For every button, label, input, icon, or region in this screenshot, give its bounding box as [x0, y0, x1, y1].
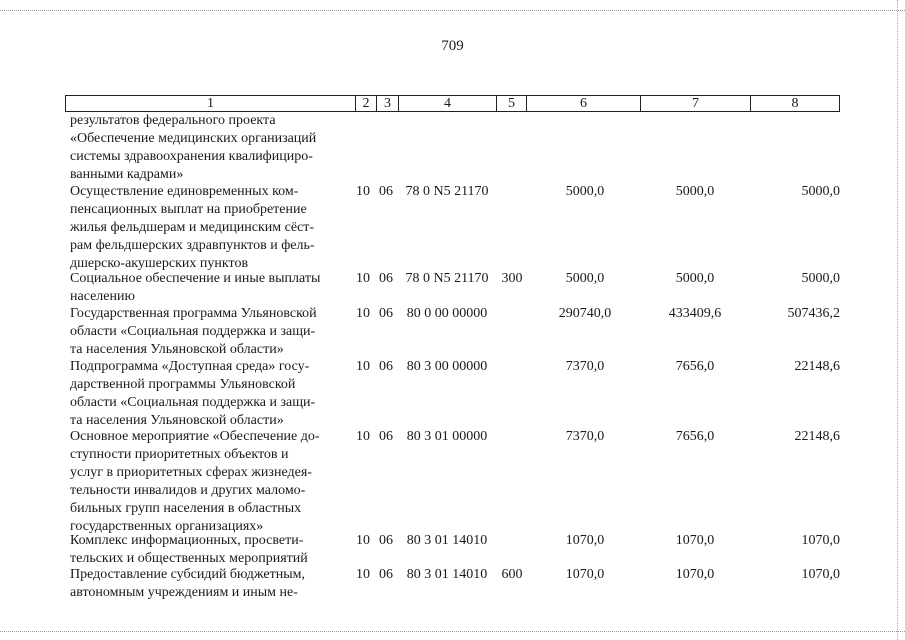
amount-col-7: 5000,0	[675, 271, 715, 286]
subsection-code: 06	[379, 533, 393, 548]
header-col-6: 6	[527, 96, 641, 111]
amount-col-8: 1070,0	[801, 533, 840, 548]
header-col-2: 2	[356, 96, 377, 111]
amount-col-7: 1070,0	[675, 567, 715, 582]
subsection-code: 06	[379, 429, 393, 444]
amount-col-7: 7656,0	[675, 359, 715, 374]
subsection-code: 06	[379, 567, 393, 582]
scan-edge-top	[0, 0, 905, 11]
row-description: Социальное обеспечение и иные выплаты населению	[70, 271, 321, 304]
amount-col-6: 7370,0	[565, 359, 605, 374]
row-description: Осуществление единовременных ком- пенсационных выплат на приобретение жилья фельдшерам и медицинским сёст- рам фельдшерских здравпунктов и фель- дшерско-акушерских пунктов	[70, 184, 315, 271]
section-code: 10	[356, 533, 370, 548]
target-article-code: 80 3 00 00000	[406, 359, 488, 374]
subsection-code: 06	[379, 271, 393, 286]
amount-col-6: 290740,0	[558, 306, 612, 321]
amount-col-8: 5000,0	[801, 271, 840, 286]
amount-col-6: 1070,0	[565, 533, 605, 548]
amount-col-6: 5000,0	[565, 184, 605, 199]
subsection-code: 06	[379, 184, 393, 199]
target-article-code: 78 0 N5 21170	[405, 271, 489, 286]
amount-col-8: 22148,6	[794, 359, 840, 374]
target-article-code: 80 0 00 00000	[406, 306, 488, 321]
row-description: Государственная программа Ульяновской области «Социальная поддержка и защи- та населения Ульяновской области»	[70, 306, 317, 357]
amount-col-7: 7656,0	[675, 429, 715, 444]
scan-edge-bottom	[0, 631, 905, 640]
expense-type-code: 300	[501, 271, 523, 286]
expense-type-code: 600	[501, 567, 523, 582]
subsection-code: 06	[379, 359, 393, 374]
header-col-4: 4	[399, 96, 497, 111]
subsection-code: 06	[379, 306, 393, 321]
header-col-3: 3	[377, 96, 399, 111]
row-description: результатов федерального проекта «Обеспечение медицинских организаций системы здравоохранения квалифициро- ванными кадрами»	[70, 113, 317, 182]
header-col-1: 1	[66, 96, 356, 111]
target-article-code: 78 0 N5 21170	[405, 184, 489, 199]
row-description: Комплекс информационных, просвети- тельских и общественных мероприятий	[70, 533, 308, 566]
target-article-code: 80 3 01 14010	[406, 533, 488, 548]
amount-col-8: 507436,2	[787, 306, 840, 321]
section-code: 10	[356, 359, 370, 374]
row-description: Основное мероприятие «Обеспечение до- ступности приоритетных объектов и услуг в приоритетных сферах жизнедея- тельности инвалидов и других маломо- бильных групп населения в областных государственных организациях»	[70, 429, 320, 534]
target-article-code: 80 3 01 14010	[406, 567, 488, 582]
section-code: 10	[356, 271, 370, 286]
table-header-row	[65, 95, 840, 112]
section-code: 10	[356, 567, 370, 582]
row-description: Предоставление субсидий бюджетным, автономным учреждениям и иным не-	[70, 567, 306, 600]
page-number: 709	[441, 38, 464, 54]
section-code: 10	[356, 306, 370, 321]
amount-col-8: 5000,0	[801, 184, 840, 199]
amount-col-6: 7370,0	[565, 429, 605, 444]
amount-col-8: 22148,6	[794, 429, 840, 444]
amount-col-7: 5000,0	[675, 184, 715, 199]
header-col-5: 5	[497, 96, 527, 111]
header-col-7: 7	[641, 96, 751, 111]
amount-col-8: 1070,0	[801, 567, 840, 582]
amount-col-6: 1070,0	[565, 567, 605, 582]
row-description: Подпрограмма «Доступная среда» госу- дарственной программы Ульяновской области «Социальная поддержка и защи- та населения Ульяновской области»	[70, 359, 316, 428]
section-code: 10	[356, 184, 370, 199]
amount-col-7: 1070,0	[675, 533, 715, 548]
section-code: 10	[356, 429, 370, 444]
amount-col-7: 433409,6	[668, 306, 722, 321]
scan-edge-right	[897, 0, 899, 640]
header-col-8: 8	[791, 96, 799, 111]
target-article-code: 80 3 01 00000	[406, 429, 488, 444]
amount-col-6: 5000,0	[565, 271, 605, 286]
